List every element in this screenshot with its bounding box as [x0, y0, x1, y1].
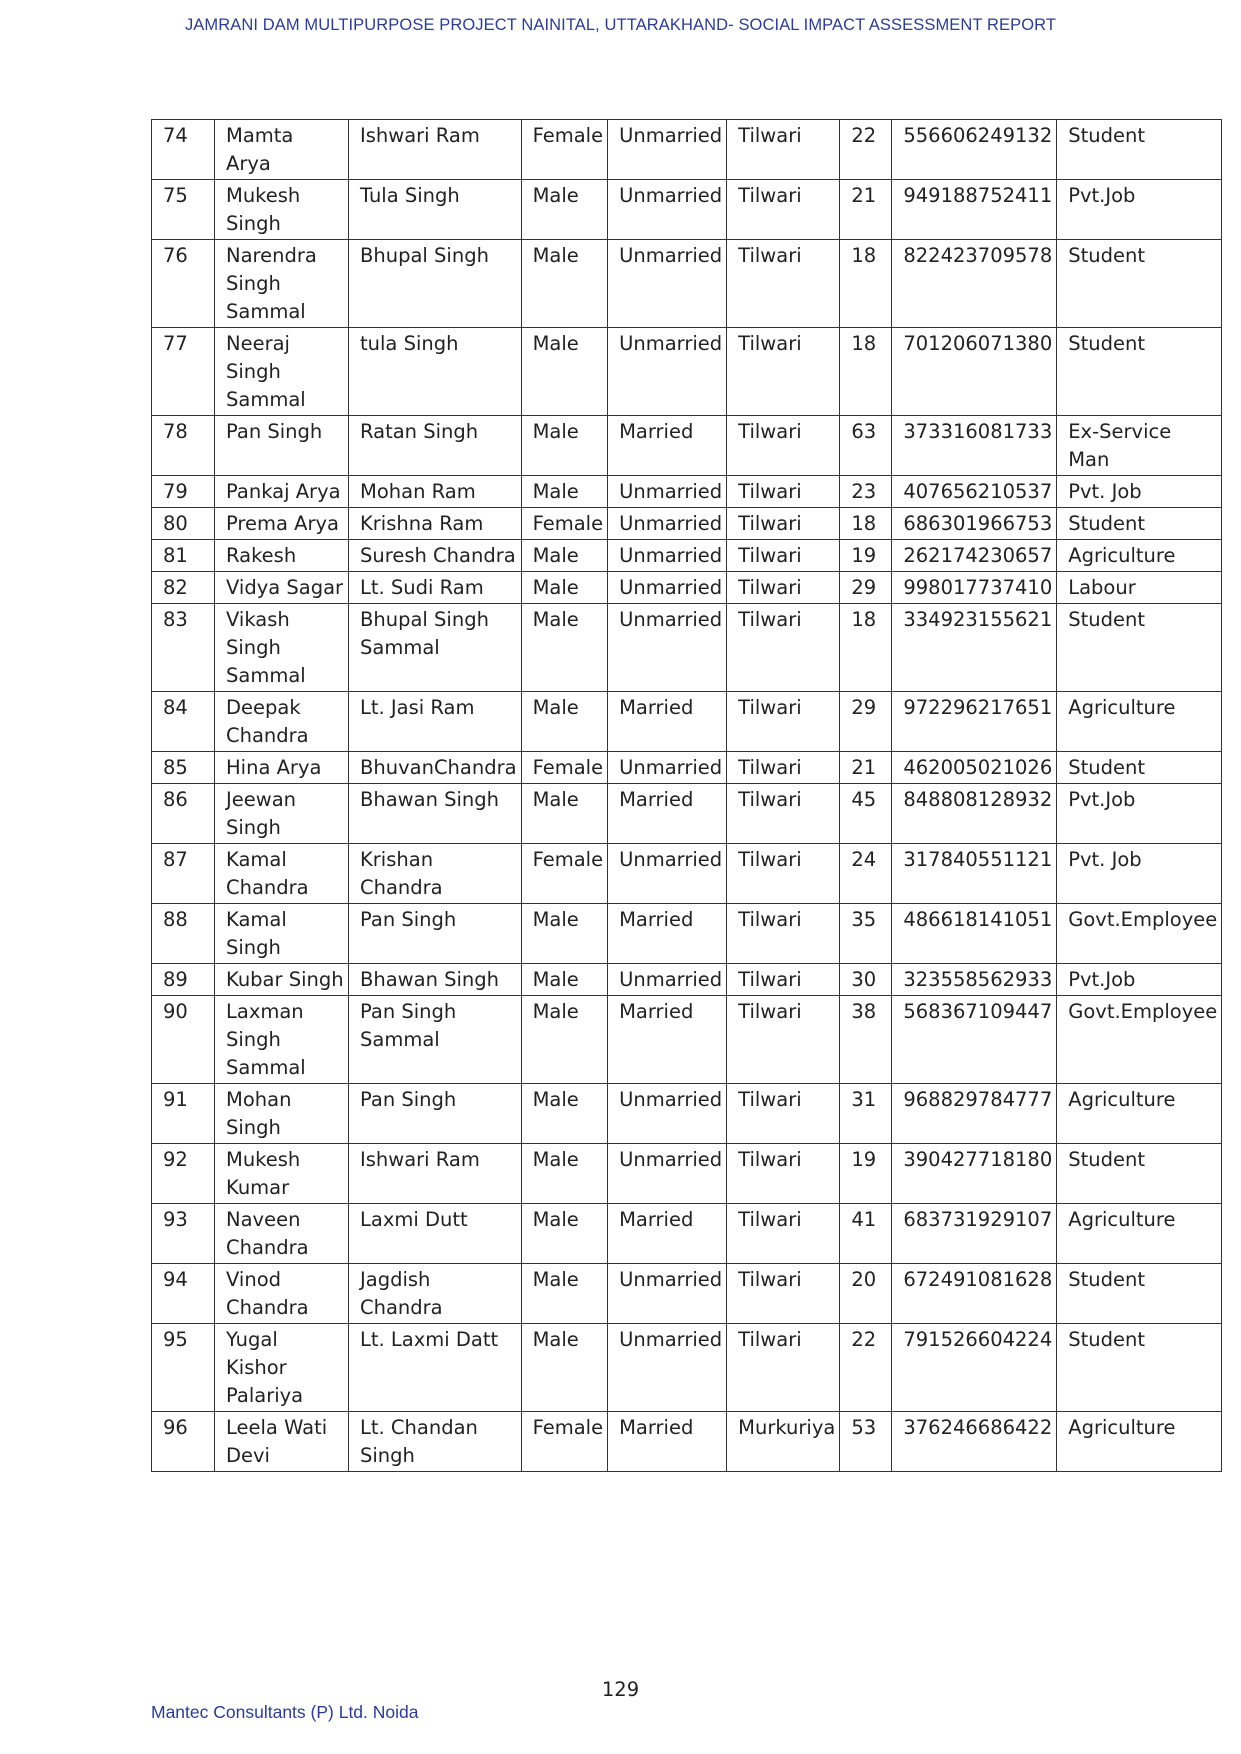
gender-cell: Male	[521, 476, 608, 508]
village-cell: Tilwari	[727, 476, 840, 508]
father-name-cell: Lt. Laxmi Datt	[349, 1324, 522, 1412]
father-name-cell: Bhawan Singh	[349, 784, 522, 844]
marital-status-cell: Unmarried	[608, 844, 727, 904]
father-name-cell: Pan Singh	[349, 1084, 522, 1144]
table-row	[152, 1084, 1222, 1144]
gender-cell: Male	[521, 1264, 608, 1324]
age-cell: 18	[840, 328, 892, 416]
village-cell: Tilwari	[727, 416, 840, 476]
name-cell: Neeraj Singh Sammal	[215, 328, 349, 416]
survey-table-container	[151, 119, 1222, 1472]
table-row	[152, 540, 1222, 572]
father-name-cell: Bhawan Singh	[349, 964, 522, 996]
occupation-cell: Govt.Employee	[1057, 904, 1222, 964]
occupation-cell: Student	[1057, 752, 1222, 784]
table-row	[152, 572, 1222, 604]
name-cell: Prema Arya	[215, 508, 349, 540]
occupation-cell: Agriculture	[1057, 1204, 1222, 1264]
serial-no-cell: 83	[152, 604, 215, 692]
name-cell: Mamta Arya	[215, 120, 349, 180]
table-row	[152, 1264, 1222, 1324]
occupation-cell: Student	[1057, 1144, 1222, 1204]
gender-cell: Male	[521, 604, 608, 692]
village-cell: Tilwari	[727, 604, 840, 692]
serial-no-cell: 81	[152, 540, 215, 572]
age-cell: 18	[840, 240, 892, 328]
name-cell: Vidya Sagar	[215, 572, 349, 604]
table-row	[152, 1324, 1222, 1412]
father-name-cell: Laxmi Dutt	[349, 1204, 522, 1264]
name-cell: Pan Singh	[215, 416, 349, 476]
name-cell: Hina Arya	[215, 752, 349, 784]
occupation-cell: Student	[1057, 328, 1222, 416]
gender-cell: Male	[521, 692, 608, 752]
serial-no-cell: 89	[152, 964, 215, 996]
id-number-cell: 262174230657	[892, 540, 1057, 572]
id-number-cell: 556606249132	[892, 120, 1057, 180]
marital-status-cell: Married	[608, 1204, 727, 1264]
marital-status-cell: Unmarried	[608, 1264, 727, 1324]
age-cell: 53	[840, 1412, 892, 1472]
age-cell: 22	[840, 1324, 892, 1412]
serial-no-cell: 85	[152, 752, 215, 784]
age-cell: 38	[840, 996, 892, 1084]
village-cell: Tilwari	[727, 540, 840, 572]
village-cell: Tilwari	[727, 1324, 840, 1412]
village-cell: Tilwari	[727, 904, 840, 964]
gender-cell: Male	[521, 784, 608, 844]
village-cell: Tilwari	[727, 328, 840, 416]
village-cell: Murkuriya	[727, 1412, 840, 1472]
age-cell: 63	[840, 416, 892, 476]
marital-status-cell: Married	[608, 416, 727, 476]
serial-no-cell: 90	[152, 996, 215, 1084]
occupation-cell: Student	[1057, 1324, 1222, 1412]
marital-status-cell: Unmarried	[608, 240, 727, 328]
table-row	[152, 692, 1222, 752]
serial-no-cell: 84	[152, 692, 215, 752]
page-number: 129	[601, 1678, 640, 1701]
father-name-cell: Ratan Singh	[349, 416, 522, 476]
marital-status-cell: Married	[608, 784, 727, 844]
village-cell: Tilwari	[727, 120, 840, 180]
occupation-cell: Ex-Service Man	[1057, 416, 1222, 476]
id-number-cell: 334923155621	[892, 604, 1057, 692]
serial-no-cell: 77	[152, 328, 215, 416]
age-cell: 18	[840, 508, 892, 540]
table-row	[152, 1204, 1222, 1264]
marital-status-cell: Unmarried	[608, 180, 727, 240]
name-cell: Rakesh	[215, 540, 349, 572]
age-cell: 30	[840, 964, 892, 996]
gender-cell: Male	[521, 904, 608, 964]
occupation-cell: Pvt.Job	[1057, 180, 1222, 240]
father-name-cell: Krishna Ram	[349, 508, 522, 540]
father-name-cell: Lt. Sudi Ram	[349, 572, 522, 604]
marital-status-cell: Unmarried	[608, 1324, 727, 1412]
gender-cell: Male	[521, 328, 608, 416]
id-number-cell: 998017737410	[892, 572, 1057, 604]
name-cell: Deepak Chandra	[215, 692, 349, 752]
father-name-cell: Ishwari Ram	[349, 120, 522, 180]
occupation-cell: Agriculture	[1057, 540, 1222, 572]
village-cell: Tilwari	[727, 240, 840, 328]
id-number-cell: 373316081733	[892, 416, 1057, 476]
father-name-cell: Lt. Jasi Ram	[349, 692, 522, 752]
marital-status-cell: Unmarried	[608, 120, 727, 180]
table-row	[152, 844, 1222, 904]
marital-status-cell: Married	[608, 1412, 727, 1472]
village-cell: Tilwari	[727, 572, 840, 604]
gender-cell: Male	[521, 540, 608, 572]
father-name-cell: tula Singh	[349, 328, 522, 416]
footer-company: Mantec Consultants (P) Ltd. Noida	[151, 1702, 419, 1722]
occupation-cell: Student	[1057, 1264, 1222, 1324]
table-row	[152, 180, 1222, 240]
occupation-cell: Labour	[1057, 572, 1222, 604]
occupation-cell: Govt.Employee	[1057, 996, 1222, 1084]
id-number-cell: 323558562933	[892, 964, 1057, 996]
occupation-cell: Agriculture	[1057, 1412, 1222, 1472]
serial-no-cell: 96	[152, 1412, 215, 1472]
village-cell: Tilwari	[727, 964, 840, 996]
name-cell: Mukesh Kumar	[215, 1144, 349, 1204]
father-name-cell: Mohan Ram	[349, 476, 522, 508]
father-name-cell: BhuvanChandra	[349, 752, 522, 784]
name-cell: Kubar Singh	[215, 964, 349, 996]
serial-no-cell: 80	[152, 508, 215, 540]
village-cell: Tilwari	[727, 784, 840, 844]
father-name-cell: Tula Singh	[349, 180, 522, 240]
marital-status-cell: Unmarried	[608, 964, 727, 996]
marital-status-cell: Married	[608, 692, 727, 752]
serial-no-cell: 88	[152, 904, 215, 964]
marital-status-cell: Unmarried	[608, 540, 727, 572]
age-cell: 19	[840, 1144, 892, 1204]
occupation-cell: Pvt. Job	[1057, 844, 1222, 904]
name-cell: Laxman Singh Sammal	[215, 996, 349, 1084]
name-cell: Narendra Singh Sammal	[215, 240, 349, 328]
name-cell: Kamal Chandra	[215, 844, 349, 904]
name-cell: Pankaj Arya	[215, 476, 349, 508]
id-number-cell: 683731929107	[892, 1204, 1057, 1264]
name-cell: Vinod Chandra	[215, 1264, 349, 1324]
id-number-cell: 462005021026	[892, 752, 1057, 784]
age-cell: 35	[840, 904, 892, 964]
id-number-cell: 390427718180	[892, 1144, 1057, 1204]
marital-status-cell: Unmarried	[608, 572, 727, 604]
gender-cell: Male	[521, 964, 608, 996]
table-row	[152, 240, 1222, 328]
name-cell: Kamal Singh	[215, 904, 349, 964]
id-number-cell: 701206071380	[892, 328, 1057, 416]
serial-no-cell: 93	[152, 1204, 215, 1264]
father-name-cell: Bhupal Singh Sammal	[349, 604, 522, 692]
id-number-cell: 822423709578	[892, 240, 1057, 328]
table-row	[152, 904, 1222, 964]
age-cell: 21	[840, 752, 892, 784]
serial-no-cell: 76	[152, 240, 215, 328]
occupation-cell: Agriculture	[1057, 1084, 1222, 1144]
marital-status-cell: Married	[608, 996, 727, 1084]
gender-cell: Male	[521, 1084, 608, 1144]
age-cell: 41	[840, 1204, 892, 1264]
village-cell: Tilwari	[727, 1264, 840, 1324]
table-body	[152, 120, 1222, 1472]
serial-no-cell: 92	[152, 1144, 215, 1204]
village-cell: Tilwari	[727, 180, 840, 240]
occupation-cell: Agriculture	[1057, 692, 1222, 752]
age-cell: 23	[840, 476, 892, 508]
marital-status-cell: Unmarried	[608, 1144, 727, 1204]
table-row	[152, 416, 1222, 476]
report-header: JAMRANI DAM MULTIPURPOSE PROJECT NAINITAL, UTTARAKHAND- SOCIAL IMPACT ASSESSMENT REPORT	[184, 16, 1057, 34]
id-number-cell: 486618141051	[892, 904, 1057, 964]
father-name-cell: Pan Singh Sammal	[349, 996, 522, 1084]
id-number-cell: 376246686422	[892, 1412, 1057, 1472]
table-row	[152, 752, 1222, 784]
age-cell: 29	[840, 692, 892, 752]
serial-no-cell: 87	[152, 844, 215, 904]
village-cell: Tilwari	[727, 1144, 840, 1204]
serial-no-cell: 95	[152, 1324, 215, 1412]
serial-no-cell: 74	[152, 120, 215, 180]
occupation-cell: Student	[1057, 120, 1222, 180]
table-row	[152, 120, 1222, 180]
gender-cell: Male	[521, 1324, 608, 1412]
id-number-cell: 407656210537	[892, 476, 1057, 508]
occupation-cell: Student	[1057, 604, 1222, 692]
father-name-cell: Suresh Chandra	[349, 540, 522, 572]
marital-status-cell: Unmarried	[608, 1084, 727, 1144]
marital-status-cell: Unmarried	[608, 476, 727, 508]
village-cell: Tilwari	[727, 692, 840, 752]
marital-status-cell: Unmarried	[608, 604, 727, 692]
id-number-cell: 317840551121	[892, 844, 1057, 904]
table-row	[152, 328, 1222, 416]
village-cell: Tilwari	[727, 752, 840, 784]
gender-cell: Male	[521, 996, 608, 1084]
gender-cell: Male	[521, 1204, 608, 1264]
father-name-cell: Pan Singh	[349, 904, 522, 964]
gender-cell: Female	[521, 508, 608, 540]
gender-cell: Male	[521, 1144, 608, 1204]
respondent-table	[151, 119, 1222, 1472]
serial-no-cell: 75	[152, 180, 215, 240]
father-name-cell: Bhupal Singh	[349, 240, 522, 328]
age-cell: 19	[840, 540, 892, 572]
marital-status-cell: Unmarried	[608, 328, 727, 416]
table-row	[152, 1412, 1222, 1472]
name-cell: Yugal Kishor Palariya	[215, 1324, 349, 1412]
village-cell: Tilwari	[727, 844, 840, 904]
name-cell: Jeewan Singh	[215, 784, 349, 844]
name-cell: Mohan Singh	[215, 1084, 349, 1144]
gender-cell: Female	[521, 1412, 608, 1472]
age-cell: 21	[840, 180, 892, 240]
marital-status-cell: Married	[608, 904, 727, 964]
village-cell: Tilwari	[727, 996, 840, 1084]
village-cell: Tilwari	[727, 1084, 840, 1144]
gender-cell: Male	[521, 180, 608, 240]
village-cell: Tilwari	[727, 508, 840, 540]
table-row	[152, 508, 1222, 540]
serial-no-cell: 86	[152, 784, 215, 844]
id-number-cell: 791526604224	[892, 1324, 1057, 1412]
serial-no-cell: 78	[152, 416, 215, 476]
gender-cell: Male	[521, 572, 608, 604]
marital-status-cell: Unmarried	[608, 752, 727, 784]
id-number-cell: 848808128932	[892, 784, 1057, 844]
age-cell: 18	[840, 604, 892, 692]
father-name-cell: Ishwari Ram	[349, 1144, 522, 1204]
table-row	[152, 964, 1222, 996]
name-cell: Vikash Singh Sammal	[215, 604, 349, 692]
table-row	[152, 996, 1222, 1084]
serial-no-cell: 94	[152, 1264, 215, 1324]
name-cell: Leela Wati Devi	[215, 1412, 349, 1472]
table-row	[152, 784, 1222, 844]
age-cell: 20	[840, 1264, 892, 1324]
serial-no-cell: 79	[152, 476, 215, 508]
age-cell: 45	[840, 784, 892, 844]
gender-cell: Male	[521, 416, 608, 476]
id-number-cell: 686301966753	[892, 508, 1057, 540]
gender-cell: Female	[521, 752, 608, 784]
name-cell: Mukesh Singh	[215, 180, 349, 240]
table-row	[152, 476, 1222, 508]
id-number-cell: 568367109447	[892, 996, 1057, 1084]
occupation-cell: Student	[1057, 240, 1222, 328]
id-number-cell: 968829784777	[892, 1084, 1057, 1144]
name-cell: Naveen Chandra	[215, 1204, 349, 1264]
gender-cell: Male	[521, 240, 608, 328]
id-number-cell: 672491081628	[892, 1264, 1057, 1324]
serial-no-cell: 91	[152, 1084, 215, 1144]
village-cell: Tilwari	[727, 1204, 840, 1264]
age-cell: 29	[840, 572, 892, 604]
father-name-cell: Jagdish Chandra	[349, 1264, 522, 1324]
occupation-cell: Pvt.Job	[1057, 784, 1222, 844]
gender-cell: Female	[521, 120, 608, 180]
father-name-cell: Lt. Chandan Singh	[349, 1412, 522, 1472]
table-row	[152, 1144, 1222, 1204]
occupation-cell: Student	[1057, 508, 1222, 540]
id-number-cell: 949188752411	[892, 180, 1057, 240]
age-cell: 24	[840, 844, 892, 904]
id-number-cell: 972296217651	[892, 692, 1057, 752]
serial-no-cell: 82	[152, 572, 215, 604]
age-cell: 31	[840, 1084, 892, 1144]
occupation-cell: Pvt.Job	[1057, 964, 1222, 996]
occupation-cell: Pvt. Job	[1057, 476, 1222, 508]
marital-status-cell: Unmarried	[608, 508, 727, 540]
table-row	[152, 604, 1222, 692]
age-cell: 22	[840, 120, 892, 180]
father-name-cell: Krishan Chandra	[349, 844, 522, 904]
gender-cell: Female	[521, 844, 608, 904]
